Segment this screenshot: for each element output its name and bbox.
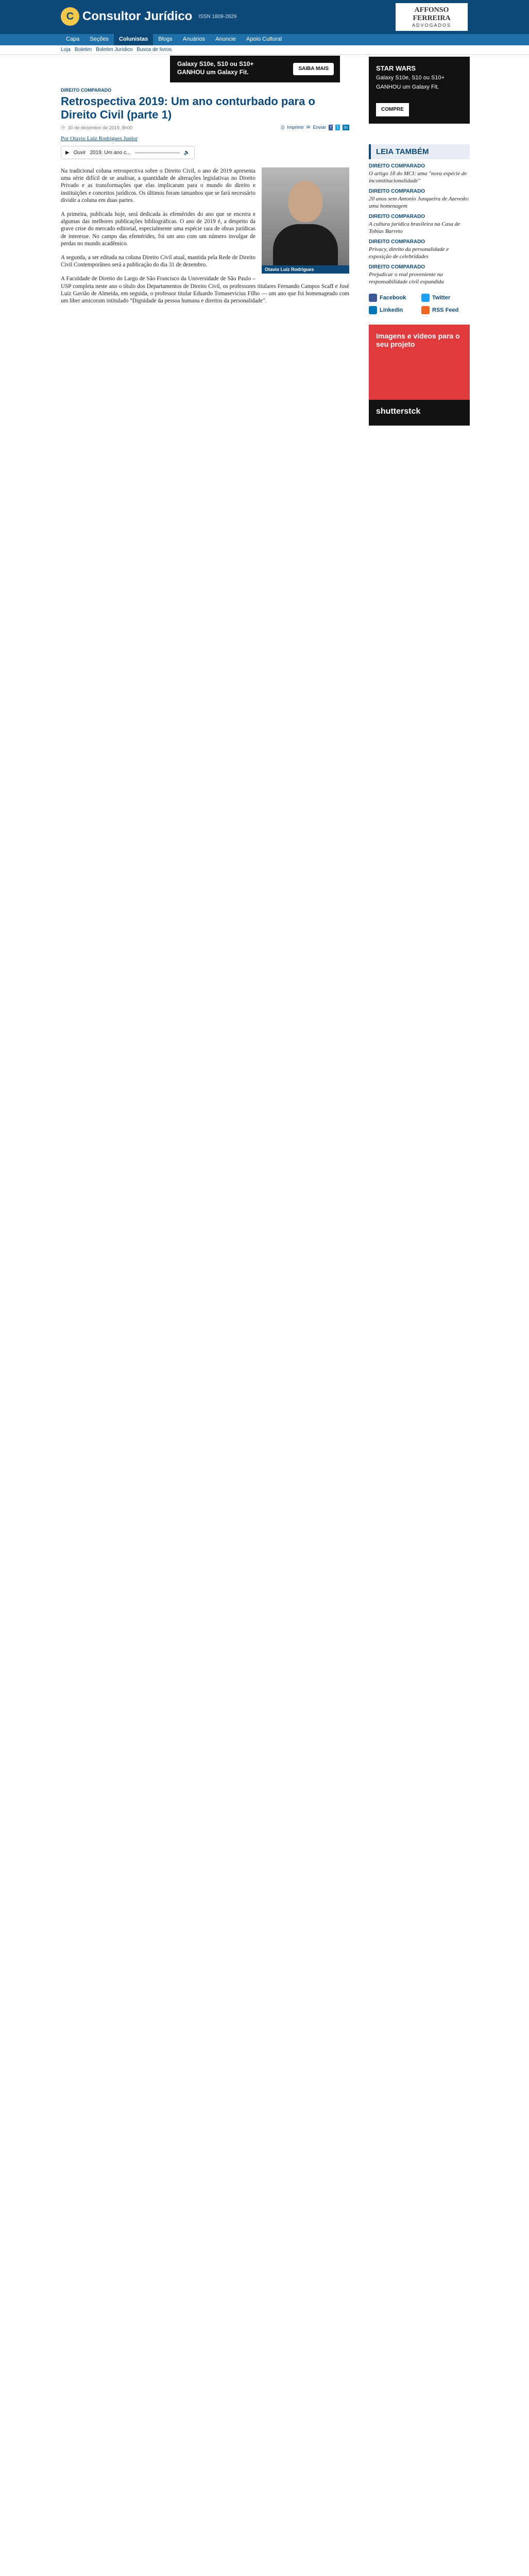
twitter-icon — [421, 294, 430, 302]
shutterstock-logo: shutterstck — [369, 400, 470, 426]
facebook-label: Facebook — [380, 295, 406, 301]
top-ad-banner[interactable] — [170, 56, 340, 82]
nav-item-apoio[interactable]: Apoio Cultural — [246, 36, 282, 42]
audio-progress[interactable] — [135, 152, 180, 154]
linkedin-label: Linkedin — [380, 307, 403, 313]
nav-item-blogs[interactable]: Blogs — [158, 36, 173, 42]
related-item[interactable] — [369, 264, 470, 285]
related-item[interactable] — [369, 239, 470, 260]
print-link[interactable]: Imprimir — [287, 125, 304, 130]
related-section: DIREITO COMPARADO — [369, 163, 425, 169]
twitter-link[interactable] — [421, 294, 470, 302]
nav-item-anuncie[interactable]: Anuncie — [215, 36, 236, 42]
share-tools — [281, 125, 349, 130]
sidebar-ad-text: Galaxy S10e, S10 ou S10+ GANHOU um Galaxy Fit. — [376, 75, 445, 90]
sub-nav — [0, 45, 529, 55]
paragraph: A segunda, a ser editada na coluna Direito Civil atual, mantida pela Rede de Direito Civil Contemporâneo será a publicação do dia 31 de dezembro. — [61, 255, 255, 268]
sidebar-ad[interactable] — [369, 57, 470, 124]
paragraph: A primeira, publicada hoje, será dedicada às efemérides do ano que se encerra e algumas das melhores publicações bibliográficas. O ano de 2019 é, a despeito da grave crise do mercado editorial, especialmente uma espécie rara de obras jurídicas de interesse. No campo das efemérides, foi um ano com um número invulgar de perdas no mundo acadêmico. — [61, 211, 255, 247]
paragraph: A Faculdade de Direito do Largo de São Francisco da Universidade de São Paulo – USP completa neste ano o título dos Departamentos de Direito Civil, os professores titulares Fernando Campos Scaff e José Luiz Gavião de Almeida, em seguida, o professor titular Eduardo Tomasevicius Filho — um ano que foi homenageado com um liber amicorum intitulado "Dignidade da pessoa humana e direitos da personalidade". — [61, 276, 349, 304]
related-section: DIREITO COMPARADO — [369, 264, 425, 270]
audio-label: Ouvir — [73, 149, 86, 156]
social-links — [369, 294, 470, 314]
article-meta — [61, 125, 349, 130]
play-icon[interactable]: ▶ — [65, 149, 70, 156]
ad-cta-button[interactable]: SAIBA MAIS — [293, 63, 334, 75]
nav-item-capa[interactable]: Capa — [66, 36, 80, 42]
related-section: DIREITO COMPARADO — [369, 189, 425, 194]
clock-icon: ◷ — [61, 125, 65, 130]
related-item[interactable] — [369, 214, 470, 235]
related-title[interactable]: A cultura jurídica brasileira na Casa de Tobias Barreto — [369, 221, 460, 234]
related-title[interactable]: 20 anos sem Antonio Junqueira de Azevedo: uma homenagem — [369, 196, 470, 209]
linkedin-share-icon[interactable]: in — [343, 125, 349, 130]
related-item[interactable] — [369, 163, 470, 184]
related-title[interactable]: Privacy, direito da personalidade e exposição de celebridades — [369, 246, 449, 260]
ad-line-2: GANHOU um Galaxy Fit. — [177, 69, 249, 76]
sponsor-banner[interactable] — [396, 3, 468, 31]
ad-line-1: Galaxy S10e, S10 ou S10+ — [177, 60, 254, 67]
related-header: LEIA TAMBÉM — [369, 144, 470, 159]
logo-icon: C — [61, 7, 79, 26]
subnav-boletim-juridico[interactable]: Boletim Jurídico — [96, 47, 133, 53]
volume-icon[interactable]: 🔈 — [183, 149, 190, 156]
subnav-boletim[interactable]: Boletim — [74, 47, 92, 53]
related-section: DIREITO COMPARADO — [369, 214, 425, 219]
article-date: 30 de dezembro de 2019, 8h00 — [67, 125, 132, 130]
article-column — [61, 88, 349, 311]
article-section[interactable]: DIREITO COMPARADO — [61, 88, 112, 93]
logo-tagline: ISSN 1809-2829 — [198, 13, 237, 20]
print-icon[interactable]: ⎙ — [281, 125, 285, 130]
facebook-link[interactable] — [369, 294, 417, 302]
nav-item-secoes[interactable]: Seções — [90, 36, 109, 42]
facebook-icon — [369, 294, 377, 302]
header — [0, 0, 529, 34]
author-photo — [262, 167, 349, 274]
audio-title: 2019: Um ano c... — [90, 149, 131, 156]
photo-caption: Otavio Luiz Rodrigues — [262, 265, 349, 274]
logo-text: Consultor Jurídico — [82, 9, 193, 23]
related-section: DIREITO COMPARADO — [369, 239, 425, 245]
facebook-share-icon[interactable]: f — [329, 125, 333, 130]
email-link[interactable]: Enviar — [313, 125, 326, 130]
sidebar-ad-button[interactable]: COMPRE — [376, 103, 409, 116]
rss-link[interactable] — [421, 306, 470, 314]
rss-label: RSS Feed — [432, 307, 459, 313]
related-item[interactable] — [369, 189, 470, 210]
sidebar — [369, 57, 470, 426]
audio-player — [61, 146, 195, 159]
sponsor-sub: ADVOGADOS — [412, 23, 451, 28]
subnav-busca-livros[interactable]: Busca de livros — [136, 47, 172, 53]
author-byline[interactable]: Por Otavio Luiz Rodrigues Junior — [61, 135, 138, 142]
sponsor-name: AFFONSO FERREIRA — [413, 6, 451, 22]
subnav-loja[interactable]: Loja — [61, 47, 71, 53]
site-logo[interactable] — [61, 7, 236, 26]
shutterstock-ad-text: Imagens e vídeos para o seu projeto — [376, 332, 460, 348]
related-title[interactable]: Prejudicar o real proveniente na responsabilidade civil expandida — [369, 272, 444, 285]
linkedin-link[interactable] — [369, 306, 417, 314]
paragraph: Na tradicional coluna retrospectiva sobre o Direito Civil, o ano de 2019 apresenta uma série difícil de se analisar, a quantidade de alterações legislativas no Direito Privado e as transformações que elas implicaram para o mundo do direito e instituições e conceitos jurídicos. Os últimos foram tamanhos que se fará necessário dividir a coluna em duas partes. — [61, 168, 255, 204]
rss-icon — [421, 306, 430, 314]
article-title: Retrospectiva 2019: Um ano conturbado para o Direito Civil (parte 1) — [61, 95, 315, 121]
twitter-label: Twitter — [432, 295, 451, 301]
related-title[interactable]: O artigo 18 do MCI: uma "nova espécie de inconstitucionalidade" — [369, 171, 467, 184]
nav-item-anuarios[interactable]: Anuários — [182, 36, 206, 42]
linkedin-icon — [369, 306, 377, 314]
twitter-share-icon[interactable]: t — [335, 125, 340, 130]
email-icon[interactable]: ✉ — [306, 125, 311, 130]
sidebar-ad-title: STAR WARS — [376, 64, 416, 72]
main-nav — [0, 34, 529, 45]
shutterstock-ad[interactable] — [369, 325, 470, 426]
nav-item-colunistas[interactable]: Colunistas — [114, 34, 153, 45]
article-body — [61, 167, 349, 304]
